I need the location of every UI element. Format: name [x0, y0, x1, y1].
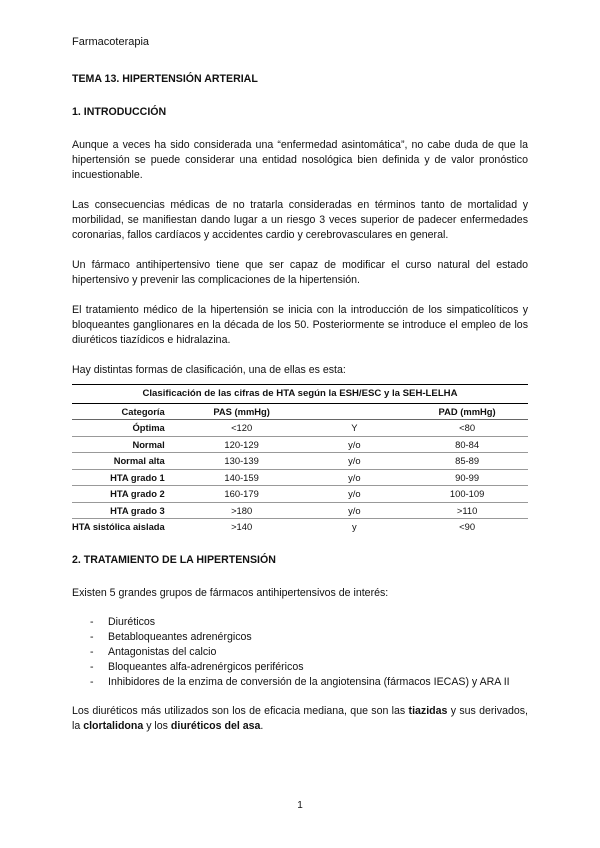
list-item-text: Inhibidores de la enzima de conversión de la angiotensina (fármacos IECAS) y ARA II — [108, 675, 510, 688]
closing-text-2: y sus derivados, la — [72, 705, 528, 732]
row-connector: y/o — [303, 453, 407, 470]
list-item — [72, 676, 528, 690]
row-pad: 90-99 — [406, 469, 528, 486]
row-category: HTA grado 2 — [72, 486, 181, 503]
row-category: Normal — [72, 436, 181, 453]
row-pas: 120-129 — [181, 436, 303, 453]
page-content — [72, 72, 528, 749]
list-item-text: Betabloqueantes adrenérgicos — [108, 630, 252, 643]
closing-text-4: . — [260, 720, 264, 732]
classification-table-wrapper — [72, 384, 528, 535]
row-connector: Y — [303, 420, 407, 437]
row-pad: <90 — [459, 521, 476, 532]
hta-classification-table — [72, 384, 528, 535]
row-connector: y/o — [303, 436, 407, 453]
table-row — [72, 519, 528, 535]
row-connector: y/o — [303, 486, 407, 503]
paragraph-5: Hay distintas formas de clasificación, una de ellas es esta: — [72, 364, 346, 376]
row-pad: 100-109 — [406, 486, 528, 503]
table-row — [72, 502, 528, 519]
paragraph-4: El tratamiento médico de la hipertensión se inicia con la introducción de los simpaticolíticos y bloqueantes ganglionares en la década de los 50. Posteriormente se introduce el empleo de los diuréticos tiazídicos e hidralazina. — [72, 304, 528, 346]
running-header: Farmacoterapia — [72, 36, 150, 48]
table-row — [72, 420, 528, 437]
row-pas: >180 — [181, 502, 303, 519]
row-connector: y/o — [303, 469, 407, 486]
closing-text-3: y los — [143, 720, 171, 732]
list-item-text: Diuréticos — [108, 615, 156, 628]
list-item — [72, 616, 528, 630]
dash-bullet: - — [90, 615, 94, 628]
row-pas: <120 — [181, 420, 303, 437]
table-row — [72, 469, 528, 486]
paragraph-3: Un fármaco antihipertensivo tiene que ser capaz de modificar el curso natural del estado hipertensivo y prevenir las complicaciones de la hipertensión. — [72, 259, 528, 286]
term-diureticos-asa: diuréticos del asa — [170, 720, 261, 732]
paragraph-1: Aunque a veces ha sido considerada una “enfermedad asintomática”, no cabe duda de que la hipertensión se puede considerar una entidad nosológica bien definida y de valor pronóstico incuestionable. — [72, 139, 528, 181]
col-header-connector — [303, 403, 407, 420]
page-number: 1 — [297, 800, 303, 811]
row-category: HTA sistólica aislada — [72, 521, 165, 532]
col-header-category: Categoría — [72, 403, 181, 420]
list-item-text: Antagonistas del calcio — [108, 645, 217, 658]
section-2-intro: Existen 5 grandes grupos de fármacos antihipertensivos de interés: — [72, 586, 389, 599]
row-connector: y — [352, 521, 357, 532]
dash-bullet: - — [90, 645, 94, 658]
row-pas: 130-139 — [181, 453, 303, 470]
row-category: Normal alta — [72, 453, 181, 470]
paragraph-2: Las consecuencias médicas de no tratarla consideradas en términos tanto de mortalidad y morbilidad, se manifiestan dando lugar a un riesgo 3 veces superior de padecer enfermedades coronarias, fallos cardíacos y accidentes cardio y cerebrovasculares en general. — [72, 199, 528, 241]
row-pas: >140 — [231, 521, 253, 532]
row-pas: 140-159 — [181, 469, 303, 486]
list-item — [72, 661, 528, 675]
dash-bullet: - — [90, 675, 94, 688]
list-item-text: Bloqueantes alfa-adrenérgicos periféricos — [108, 660, 304, 673]
term-clortalidona: clortalidona — [83, 720, 144, 732]
table-row — [72, 436, 528, 453]
list-item — [72, 631, 528, 645]
row-category: Óptima — [72, 420, 181, 437]
term-tiazidas: tiazidas — [408, 705, 448, 717]
closing-text-1: Los diuréticos más utilizados son los de eficacia mediana, que son las — [72, 705, 409, 717]
row-category: HTA grado 1 — [72, 469, 181, 486]
row-pas: 160-179 — [181, 486, 303, 503]
row-pad: <80 — [406, 420, 528, 437]
drug-groups-list — [72, 616, 528, 690]
document-title: TEMA 13. HIPERTENSIÓN ARTERIAL — [72, 73, 258, 85]
row-connector: y/o — [303, 502, 407, 519]
col-header-pad: PAD (mmHg) — [406, 403, 528, 420]
closing-paragraph — [72, 704, 528, 734]
table-row — [72, 486, 528, 503]
row-pad: >110 — [406, 502, 528, 519]
section-1-heading: 1. INTRODUCCIÓN — [72, 106, 167, 118]
col-header-pas: PAS (mmHg) — [181, 403, 303, 420]
table-title: Clasificación de las cifras de HTA según la ESH/ESC y la SEH-LELHA — [72, 385, 528, 404]
dash-bullet: - — [90, 630, 94, 643]
dash-bullet: - — [90, 660, 94, 673]
row-pad: 80-84 — [406, 436, 528, 453]
section-2-heading: 2. TRATAMIENTO DE LA HIPERTENSIÓN — [72, 553, 276, 566]
row-category: HTA grado 3 — [72, 502, 181, 519]
table-row — [72, 453, 528, 470]
list-item — [72, 646, 528, 660]
row-pad: 85-89 — [406, 453, 528, 470]
